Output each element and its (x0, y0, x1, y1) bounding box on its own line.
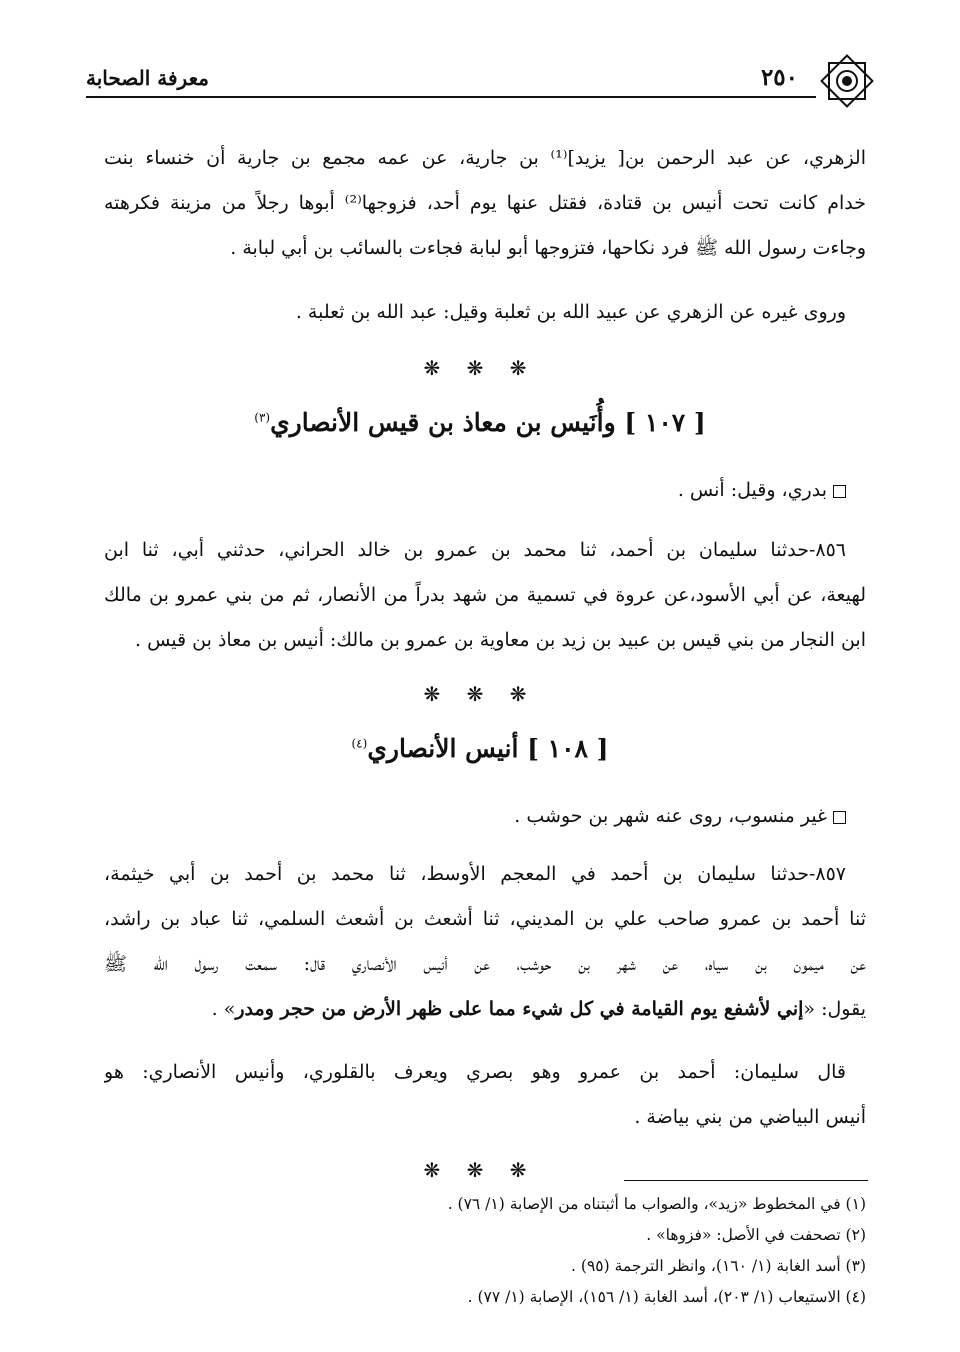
star-ornament-icon (818, 52, 876, 110)
footnote-2: (٢) تصحفت في الأصل: «فزوها» . (646, 1226, 866, 1244)
text-line (104, 794, 866, 839)
page-number: ٢٥٠ (760, 64, 798, 91)
section-separator: ❋ ❋ ❋ (423, 356, 537, 380)
footnote-1: (١) في المخطوط «زيد»، والصواب ما أثبتناه من الإصابة (١/ ٧٦) . (447, 1195, 866, 1213)
quote-close: » . (211, 998, 236, 1020)
editor-comment (104, 1050, 866, 1140)
section-separator: ❋ ❋ ❋ (423, 682, 537, 706)
entry-note-text: بدري، وقيل: أنس . (677, 479, 827, 501)
section-separator: ❋ ❋ ❋ (423, 1158, 537, 1182)
paragraph-continuation (104, 136, 866, 271)
footnote-4: (٤) الاستيعاب (١/ ٢٠٣)، أسد الغابة (١/ ١٥٦)، الإصابة (١/ ٧٧) . (467, 1288, 866, 1306)
running-title: معرفة الصحابة (86, 66, 209, 90)
text-line: قال سليمان: أحمد بن عمرو وهو بصري ويعرف بالقلوري، وأنيس الأنصاري: هو (104, 1061, 846, 1083)
paragraph-narration (104, 290, 866, 335)
square-bullet-icon (833, 811, 846, 824)
text-line: أنيس البياضي من بني بياضة . (634, 1106, 866, 1128)
text-line: وروى غيره عن الزهري عن عبيد الله بن ثعلبة وقيل: عبد الله بن ثعلبة . (295, 301, 846, 323)
header-rule (86, 96, 816, 98)
entry-title: [ ١٠٧ ] وأُنَيس بن معاذ بن قيس الأنصاري (270, 408, 706, 437)
entry-heading-107 (0, 408, 960, 437)
text-line: ثنا أحمد بن عمرو صاحب علي بن المديني، ثنا أشعث بن أشعث السلمي، ثنا عباد بن راشد، (104, 908, 866, 930)
text-line: الزهري، عن عبد الرحمن بن[ يزيد]⁽¹⁾ بن جارية، عن عمه مجمع بن جارية أن خنساء بنت (104, 147, 866, 169)
prophetic-quote: إني لأشفع يوم القيامة في كل شيء مما على ظهر الأرض من حجر ومدر (235, 998, 804, 1020)
entry-heading-108 (0, 734, 960, 763)
text-line (104, 468, 866, 513)
footnote-ref: (٤) (351, 736, 368, 751)
hadith-857 (104, 852, 866, 1032)
hadith-856 (104, 528, 866, 663)
footnote-rule (624, 1180, 868, 1181)
square-bullet-icon (833, 485, 846, 498)
running-header (86, 52, 876, 114)
text-line: ٨٥٦-حدثنا سليمان بن أحمد، ثنا محمد بن عمرو بن خالد الحراني، حدثني أبي، ثنا ابن (104, 539, 846, 561)
text-line: ابن النجار من بني قيس بن عبيد بن زيد بن معاوية بن عمرو بن مالك: أنيس بن معاذ بن قيس . (135, 629, 866, 651)
text-line: خدام كانت تحت أنيس بن قتادة، فقتل عنها يوم أحد، فزوجها⁽²⁾ أبوها رجلاً من مزينة فكرهته (104, 192, 866, 214)
quote-open: يقول: « (803, 998, 866, 1020)
text-line: وجاءت رسول الله ﷺ فرد نكاحها، فتزوجها أبو لبابة فجاءت بالسائب بن أبي لبابة . (230, 237, 866, 259)
text-line: عن ميمون بن سياه، عن شهر بن حوشب، عن أنيس الأنصاري قال: سمعت رسول الله ﷺ (104, 953, 866, 975)
text-line: ٨٥٧-حدثنا سليمان بن أحمد في المعجم الأوسط، ثنا محمد بن أحمد بن أبي خيثمة، (104, 863, 846, 885)
text-line: لهيعة، عن أبي الأسود،عن عروة في تسمية من شهد بدراً من الأنصار، ثم من بني عمرو بن مالك (104, 584, 866, 606)
footnote-ref: (٣) (254, 410, 271, 425)
entry-note-108 (104, 794, 866, 839)
entry-title: [ ١٠٨ ] أنيس الأنصاري (367, 734, 609, 763)
entry-note-text: غير منسوب، روى عنه شهر بن حوشب . (514, 805, 827, 827)
entry-note-107 (104, 468, 866, 513)
text-line (104, 987, 866, 1032)
footnote-3: (٣) أسد الغابة (١/ ١٦٠)، وانظر الترجمة (٩٥) . (571, 1257, 866, 1275)
